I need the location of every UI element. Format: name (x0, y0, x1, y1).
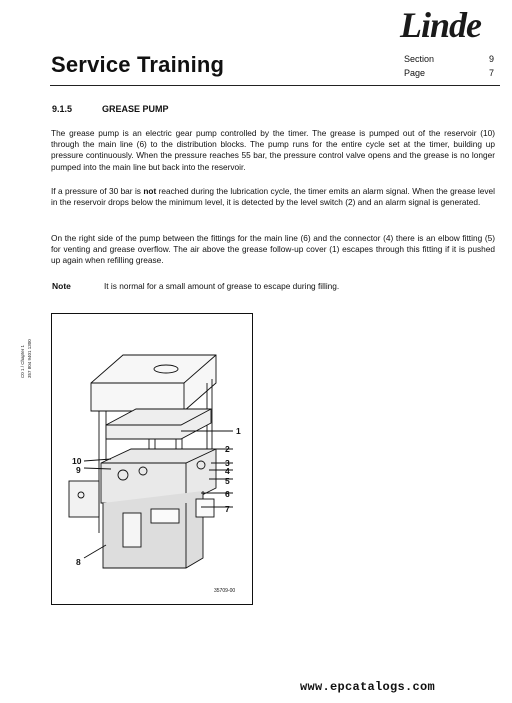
footer-url[interactable]: www.epcatalogs.com (300, 680, 436, 694)
callout-8: 8 (76, 557, 81, 567)
callout-10: 10 (72, 456, 82, 466)
paragraph-3: On the right side of the pump between the fittings for the main line (6) and the connector (4) there is an elbow fitting (5) for venting and grease overflow. The air above the grease follow-up cover (1) escapes through this fitting if it is pushed up again when refilling grease. (51, 233, 495, 266)
callout-2: 2 (225, 444, 230, 454)
callout-1: 1 (236, 426, 241, 436)
callout-6: 6 (225, 489, 230, 499)
callout-9: 9 (76, 465, 81, 475)
paragraph-1: The grease pump is an electric gear pump controlled by the timer. The grease is pumped out of the reservoir (10) through the main line (6) to the distribution blocks. The pump runs for the entire cycle set at the timer, building up pressure continuously. When the pressure reaches 55 bar, the pressure control valve opens and the grease is no longer pumped into the main line but back into the reservoir. (51, 128, 495, 172)
section-title: GREASE PUMP (102, 104, 169, 114)
side-margin-code (18, 320, 34, 380)
section-number: 9.1.5 (52, 104, 73, 114)
brand-logo: Linde (400, 5, 481, 45)
page-label: Page (404, 68, 426, 78)
page-title: Service Training (51, 52, 225, 77)
side-margin-line2: 357 804 9401 1300 (27, 339, 32, 378)
callout-7: 7 (225, 504, 230, 514)
paragraph-2-text: If a pressure of 30 bar is (51, 186, 144, 196)
note-label: Note (52, 281, 71, 291)
paragraph-2-emphasis: not (143, 186, 157, 196)
callout-3: 3 (225, 458, 230, 468)
header-divider (50, 85, 500, 86)
callout-5: 5 (225, 476, 230, 486)
paragraph-2-text-end: reached during the lubrication cycle, the timer emits an alarm signal. When the grease level in the reservoir drops below the minimum level, it is detected by the level switch (2) and an alarm signal is generated. (51, 186, 495, 208)
section-value: 9 (488, 54, 494, 64)
section-label: Section (404, 54, 435, 64)
figure-code: 35709-00 (214, 588, 236, 594)
note-text: It is normal for a small amount of grease to escape during filling. (104, 281, 340, 291)
callout-4: 4 (225, 466, 230, 476)
side-margin-line1: C0 1 / Chapter 1 (20, 344, 25, 378)
page-value: 7 (488, 68, 494, 78)
paragraph-2 (51, 186, 495, 208)
